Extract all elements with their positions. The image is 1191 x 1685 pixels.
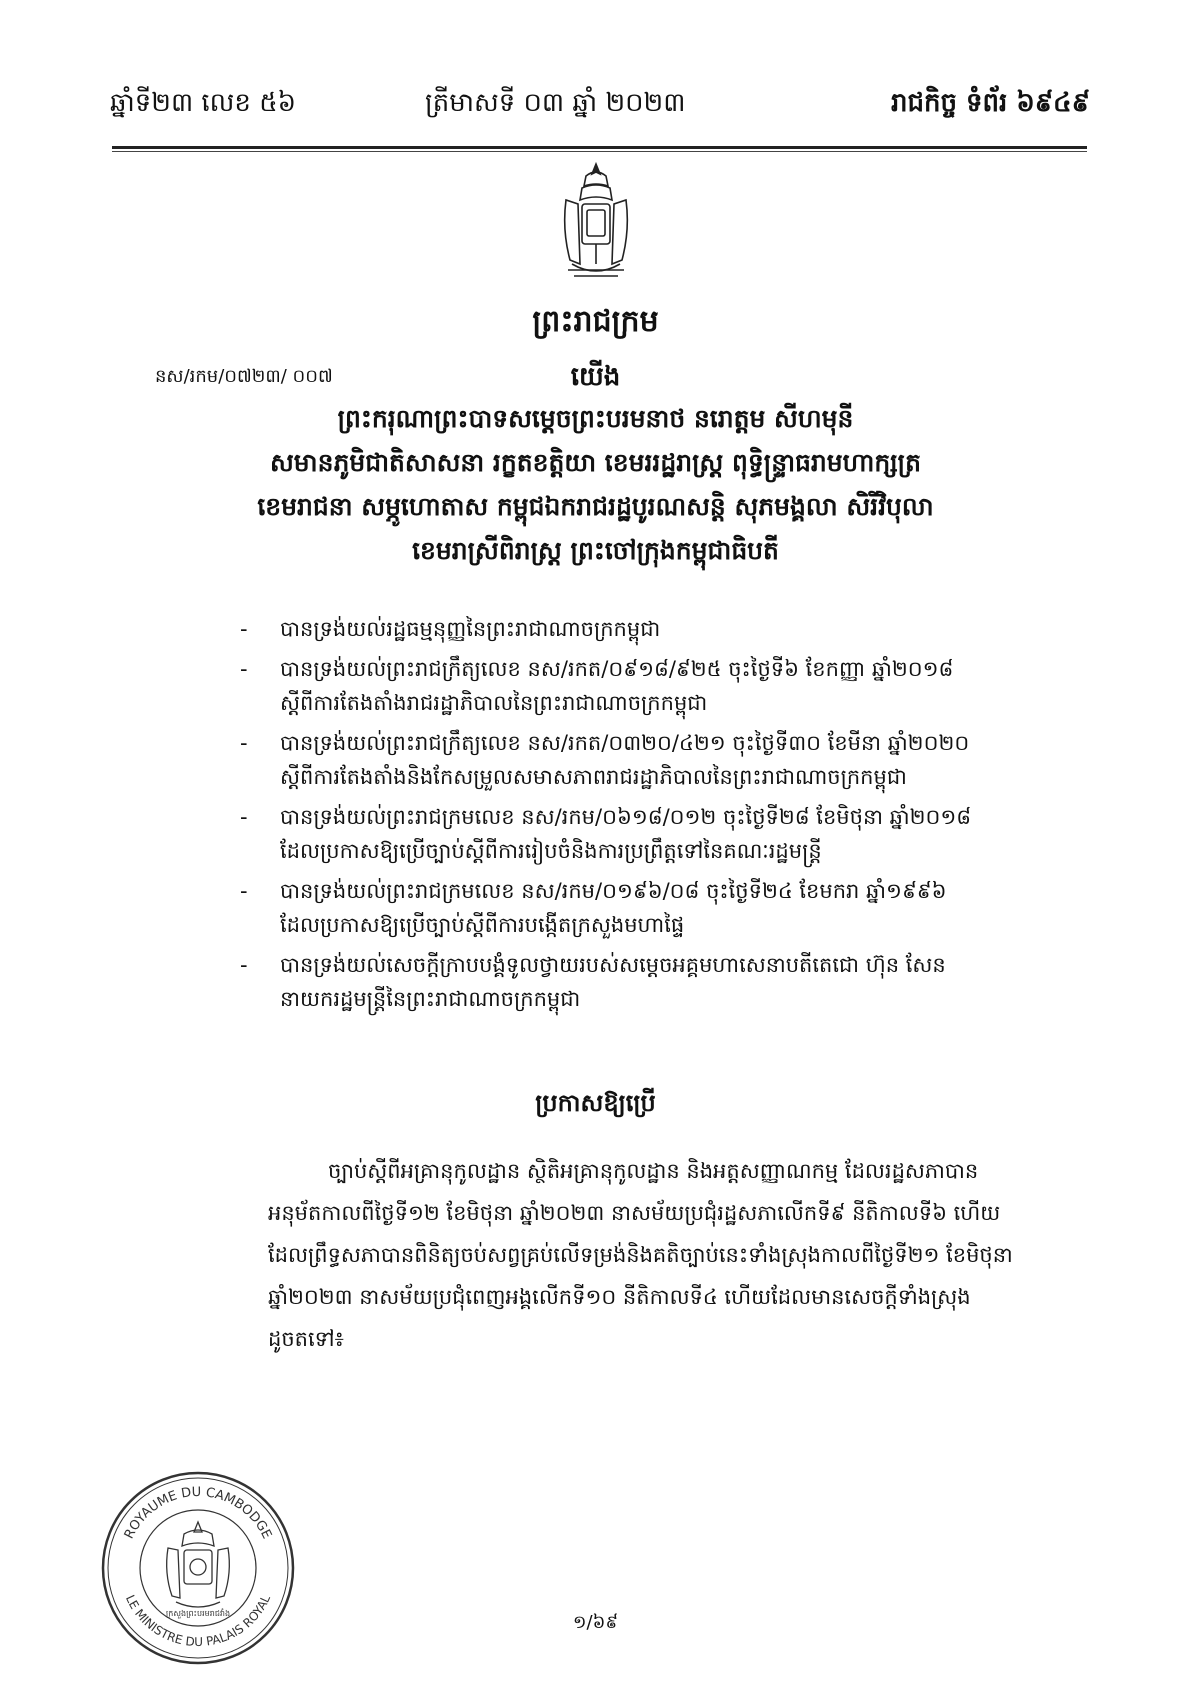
- body-line: ឆ្នាំ២០២៣ នាសម័យប្រជុំពេញអង្គលើកទី១០ នីតិកាលទី៤ ហើយដែលមានសេចក្តីទាំងស្រុង: [268, 1285, 971, 1309]
- king-title-line: សមានភូមិជាតិសាសនា រក្ខតខត្តិយា ខេមររដ្ឋរាស្ត្រ ពុទ្ធិន្ទ្រាធរាមហាក្សត្រ: [270, 448, 921, 477]
- decree-title: ព្រះរាជក្រម: [532, 304, 659, 339]
- king-title-line: ខេមរាស្រីពិរាស្ត្រ ព្រះចៅក្រុងកម្ពុជាធិបតី: [412, 536, 779, 565]
- year-issue: ឆ្នាំទី២៣ លេខ ៥៦: [110, 88, 297, 118]
- quarter-label: ត្រីមាសទី ០៣ ឆ្នាំ ២០២៣: [425, 88, 686, 118]
- seal-inner-text: ក្រសួងព្រះបរមរាជវាំង: [165, 1609, 231, 1618]
- list-item: - បានទ្រង់យល់ព្រះរាជក្រមលេខ នស/រកម/០១៩៦/០៨ ចុះថ្ងៃទី២៤ ខែមករា ឆ្នាំ១៩៩៦ ដែលប្រកាសឱ្យប្រើច្បាប់ស្តីពីការបង្កើតក្រសួងមហាផ្ទៃ: [240, 879, 947, 937]
- royal-emblem-icon: [552, 160, 640, 285]
- header-rule-thin: [112, 151, 1087, 152]
- list-item: - បានទ្រង់យល់ព្រះរាជក្រមលេខ នស/រកម/០៦១៨/០១២ ចុះថ្ងៃទី២៨ ខែមិថុនា ឆ្នាំ២០១៨ ដែលប្រកាសឱ្យប្រើច្បាប់ស្តីពីការរៀបចំនិងការប្រព្រឹត្តទៅនៃគណៈរដ្ឋមន្ត្រី: [240, 805, 972, 863]
- header-rule: [112, 146, 1087, 149]
- body-line: ច្បាប់ស្តីពីអគ្រានុកូលដ្ឋាន ស្ថិតិអគ្រានុកូលដ្ឋាន និងអត្តសញ្ញាណកម្ម ដែលរដ្ឋសភាបាន: [328, 1159, 979, 1183]
- seal-top-text: ROYAUME DU CAMBODGE: [121, 1484, 275, 1542]
- promulgation-heading: ប្រកាសឱ្យប្រើ: [535, 1089, 656, 1117]
- body-line: ដូចតទៅ៖: [268, 1327, 344, 1351]
- gazette-page: រាជកិច្ច ទំព័រ ៦៩៤៩: [890, 88, 1090, 118]
- king-title-line: ខេមរាជនា សម្ភូហោតាស កម្ពុជឯករាជរដ្ឋបូរណសន្តិ សុភមង្គលា សិរីវិបុលា: [257, 492, 934, 521]
- list-item: - បានទ្រង់យល់រដ្ឋធម្មនុញ្ញនៃព្រះរាជាណាចក្រកម្ពុជា: [240, 617, 661, 641]
- royal-palace-seal-icon: [98, 1468, 298, 1668]
- considerations-list: [240, 612, 1040, 1022]
- list-item: - បានទ្រង់យល់សេចក្តីក្រាបបង្គំទូលថ្វាយរបស់សម្តេចអគ្គមហាសេនាបតីតេជោ ហ៊ុន សែន នាយករដ្ឋមន្ត្រីនៃព្រះរាជាណាចក្រកម្ពុជា: [240, 953, 946, 1011]
- king-title-line: ព្រះករុណាព្រះបាទសម្តេចព្រះបរមនាថ នរោត្តម សីហមុនី: [337, 404, 854, 433]
- seal-bottom-text: LE MINISTRE DU PALAIS ROYAL: [122, 1592, 274, 1650]
- list-item: - បានទ្រង់យល់ព្រះរាជក្រឹត្យលេខ នស/រកត/០៩១៨/៩២៥ ចុះថ្ងៃទី៦ ខែកញ្ញា ឆ្នាំ២០១៨ ស្តីពីការតែងតាំងរាជរដ្ឋាភិបាលនៃព្រះរាជាណាចក្រកម្ពុជា: [240, 657, 954, 715]
- promulgation-body: [268, 1150, 1043, 1360]
- body-line: ដែលព្រឹទ្ធសភាបានពិនិត្យចប់សព្វគ្រប់លើទម្រង់និងគតិច្បាប់នេះទាំងស្រុងកាលពីថ្ងៃទី២១ ខែមិថុនា: [268, 1243, 1013, 1267]
- gazette-header: [110, 86, 1090, 136]
- body-line: អនុម័តកាលពីថ្ងៃទី១២ ខែមិថុនា ឆ្នាំ២០២៣ នាសម័យប្រជុំរដ្ឋសភាលើកទី៩ នីតិកាលទី៦ ហើយ: [268, 1201, 1001, 1225]
- page-number: ១/៦៩: [572, 1612, 619, 1633]
- list-item: - បានទ្រង់យល់ព្រះរាជក្រឹត្យលេខ នស/រកត/០៣២០/៤២១ ចុះថ្ងៃទី៣០ ខែមីនា ឆ្នាំ២០២០ ស្តីពីការតែងតាំងនិងកែសម្រួលសមាសភាពរាជរដ្ឋាភិបាលនៃព្រះរាជាណាចក្រកម្ពុជា: [240, 731, 970, 789]
- decree-reference: នស/រកម/០៧២៣/ ០០៧: [155, 366, 333, 387]
- decree-we: យើង: [570, 362, 621, 392]
